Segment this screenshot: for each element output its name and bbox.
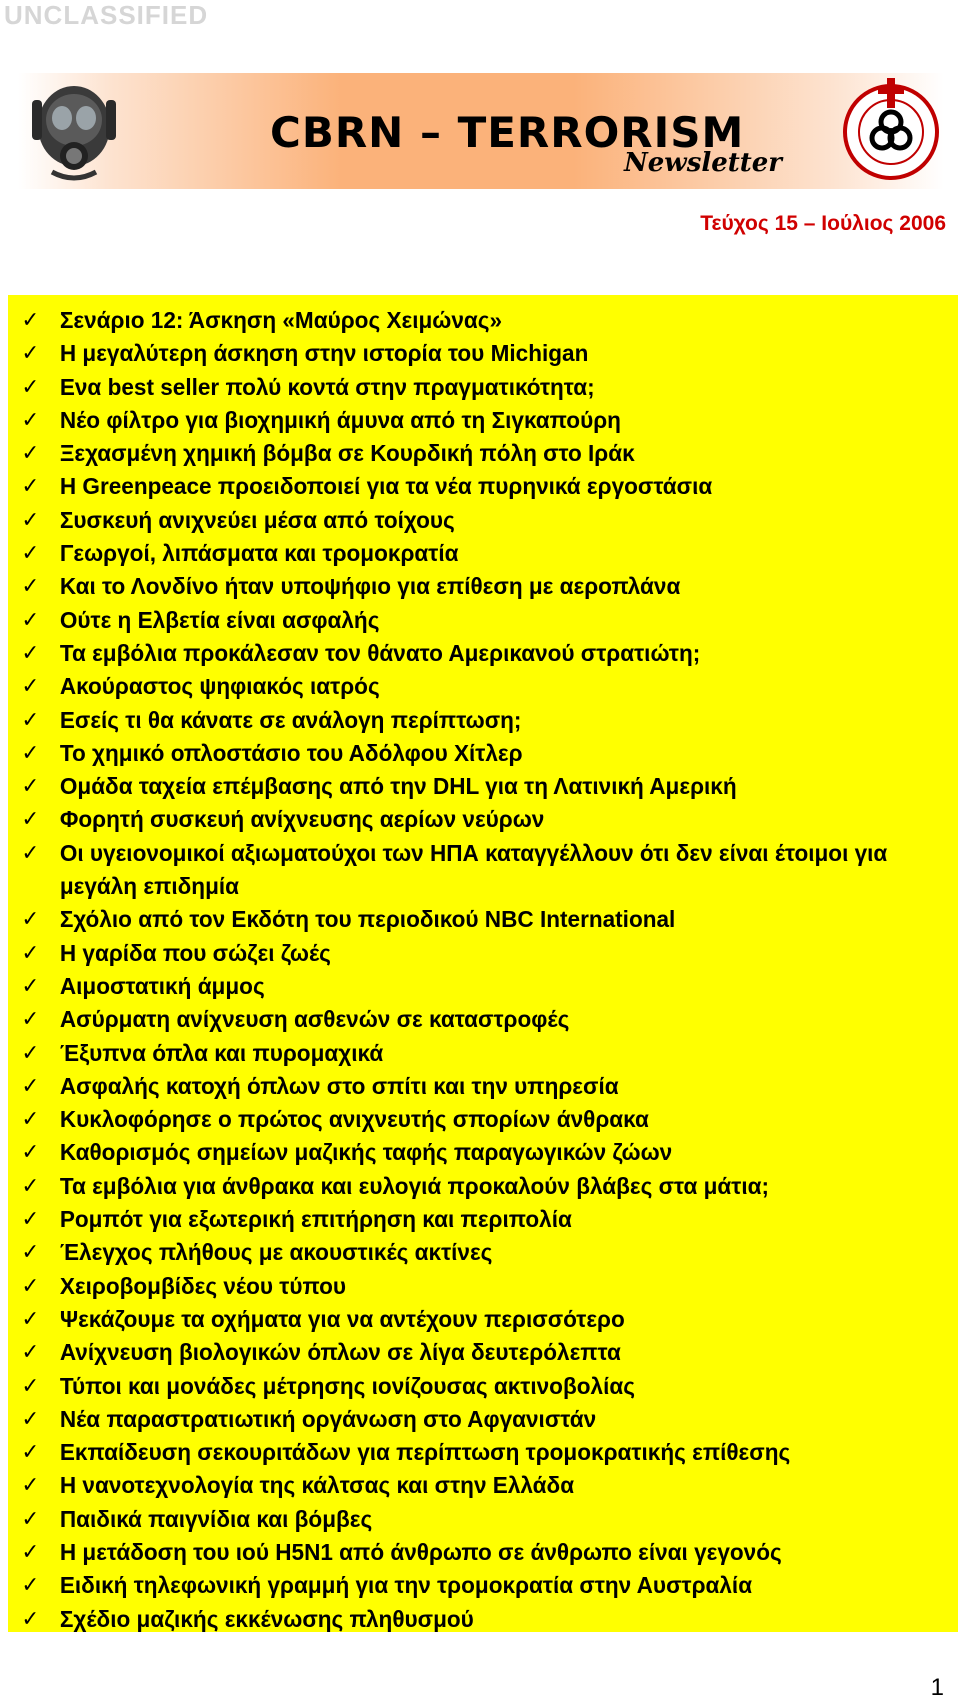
toc-item-text: Ασφαλής κατοχή όπλων στο σπίτι και την υπηρεσία [59, 1072, 619, 1099]
toc-item [8, 1436, 920, 1469]
hospital-cbrn-response-unit-logo [838, 74, 944, 190]
table-of-contents [8, 295, 958, 1632]
toc-item-text: Κυκλοφόρησε ο πρώτος ανιχνευτής σπορίων άνθρακα [59, 1106, 649, 1133]
check-icon: ✓ [21, 341, 40, 367]
toc-item-text: Ομάδα ταχεία επέμβασης από την DHL για τη Λατινική Αμερική [59, 773, 737, 800]
check-icon: ✓ [21, 640, 40, 666]
toc-item [8, 304, 920, 337]
toc-item [8, 1503, 920, 1536]
toc-item-text: Η Greenpeace προειδοποιεί για τα νέα πυρηνικά εργοστάσια [59, 473, 713, 500]
toc-item-text: Χειροβομβίδες νέου τύπου [59, 1272, 347, 1299]
check-icon: ✓ [21, 1007, 40, 1033]
toc-item [8, 1270, 920, 1303]
check-icon: ✓ [21, 1473, 40, 1499]
check-icon: ✓ [21, 507, 40, 533]
check-icon: ✓ [21, 474, 40, 500]
toc-item-text: Σχέδιο μαζικής εκκένωσης πληθυσμού [59, 1605, 474, 1632]
toc-item-text: Η μεγαλύτερη άσκηση στην ιστορία του Michigan [59, 340, 589, 367]
toc-item [8, 1336, 920, 1369]
check-icon: ✓ [21, 441, 40, 467]
toc-item [8, 1536, 920, 1569]
toc-item-text: Η νανοτεχνολογία της κάλτσας και στην Ελλάδα [59, 1472, 575, 1499]
toc-item [8, 803, 920, 836]
toc-item [8, 537, 920, 570]
toc-item-text: Η μετάδοση του ιού H5N1 από άνθρωπο σε άνθρωπο είναι γεγονός [59, 1538, 782, 1565]
check-icon: ✓ [21, 1140, 40, 1166]
toc-item [8, 1603, 920, 1636]
toc-item-text: Και το Λονδίνο ήταν υποψήφιο για επίθεση με αεροπλάνα [59, 573, 681, 600]
toc-item [8, 371, 920, 404]
page-number: 1 [930, 1674, 944, 1701]
toc-item [8, 937, 920, 970]
toc-item-text: Η γαρίδα που σώζει ζωές [59, 939, 331, 966]
toc-item [8, 1236, 920, 1269]
toc-item [8, 1303, 920, 1336]
check-icon: ✓ [21, 807, 40, 833]
check-icon: ✓ [21, 1073, 40, 1099]
check-icon: ✓ [21, 1207, 40, 1233]
check-icon: ✓ [21, 840, 40, 866]
toc-item [8, 604, 920, 637]
toc-item-text: Σενάριο 12: Άσκηση «Μαύρος Χειμώνας» [59, 307, 503, 333]
check-icon: ✓ [21, 940, 40, 966]
toc-item [8, 637, 920, 670]
toc-item-text: Αιμοστατική άμμος [59, 972, 265, 999]
toc-item-text: Ανίχνευση βιολογικών όπλων σε λίγα δευτερόλεπτα [59, 1339, 621, 1366]
newsletter-subtitle: Newsletter [624, 148, 783, 178]
toc-item [8, 670, 920, 703]
check-icon: ✓ [21, 1240, 40, 1266]
check-icon: ✓ [21, 1440, 40, 1466]
toc-item [8, 837, 920, 904]
toc-item [8, 1103, 920, 1136]
toc-item-text: Τύποι και μονάδες μέτρησης ιονίζουσας ακτινοβολίας [59, 1372, 635, 1399]
toc-item [8, 570, 920, 603]
toc-item [8, 404, 920, 437]
check-icon: ✓ [21, 1173, 40, 1199]
toc-item-text: Συσκευή ανιχνεύει μέσα από τοίχους [59, 506, 455, 533]
check-icon: ✓ [21, 1406, 40, 1432]
toc-item-text: Ακούραστος ψηφιακός ιατρός [59, 673, 380, 700]
toc-item-text: Έλεγχος πλήθους με ακουστικές ακτίνες [59, 1239, 493, 1266]
toc-item [8, 903, 920, 936]
toc-list [8, 304, 958, 1636]
toc-item [8, 1003, 920, 1036]
toc-item-text: Ψεκάζουμε τα οχήματα για να αντέχουν περισσότερο [59, 1305, 625, 1332]
toc-item [8, 1203, 920, 1236]
toc-item-text: Το χημικό οπλοστάσιο του Αδόλφου Χίτλερ [59, 739, 523, 766]
toc-item [8, 1370, 920, 1403]
check-icon: ✓ [21, 1539, 40, 1565]
check-icon: ✓ [21, 774, 40, 800]
check-icon: ✓ [21, 1340, 40, 1366]
toc-item [8, 1070, 920, 1103]
newsletter-title: CBRN – TERRORISM [270, 108, 745, 157]
check-icon: ✓ [21, 407, 40, 433]
check-icon: ✓ [21, 674, 40, 700]
toc-item-text: Ούτε η Ελβετία είναι ασφαλής [59, 606, 380, 633]
check-icon: ✓ [21, 707, 40, 733]
toc-item [8, 1569, 920, 1602]
toc-item-text: Καθορισμός σημείων μαζικής ταφής παραγωγικών ζώων [59, 1139, 673, 1166]
toc-item [8, 1037, 920, 1070]
toc-item [8, 1170, 920, 1203]
toc-item-text: Οι υγειονομικοί αξιωματούχοι των ΗΠΑ καταγγέλλουν ότι δεν είναι έτοιμοι για μεγάλη επιδημία [59, 839, 888, 900]
check-icon: ✓ [21, 574, 40, 600]
toc-item-text: Ξεχασμένη χημική βόμβα σε Κουρδική πόλη στο Ιράκ [59, 440, 635, 467]
toc-item [8, 737, 920, 770]
toc-item [8, 1136, 920, 1169]
toc-item-text: Φορητή συσκευή ανίχνευσης αερίων νεύρων [59, 806, 545, 833]
toc-item-text: Παιδικά παιγνίδια και βόμβες [59, 1505, 373, 1532]
issue-date: Τεύχος 15 – Ιούλιος 2006 [700, 212, 946, 235]
toc-item-text: Ειδική τηλεφωνική γραμμή για την τρομοκρατία στην Αυστραλία [59, 1572, 753, 1599]
toc-item [8, 437, 920, 470]
toc-item [8, 337, 920, 370]
toc-item [8, 970, 920, 1003]
toc-item-text: Νέο φίλτρο για βιοχημική άμυνα από τη Σιγκαπούρη [59, 406, 621, 433]
toc-item-text: Εκπαίδευση σεκουριτάδων για περίπτωση τρομοκρατικής επίθεσης [59, 1439, 791, 1466]
toc-item [8, 504, 920, 537]
check-icon: ✓ [21, 973, 40, 999]
toc-item [8, 470, 920, 503]
check-icon: ✓ [21, 1606, 40, 1632]
classification-marking: UNCLASSIFIED [4, 0, 209, 30]
check-icon: ✓ [21, 1506, 40, 1532]
check-icon: ✓ [21, 374, 40, 400]
check-icon: ✓ [21, 1273, 40, 1299]
toc-item-text: Ασύρματη ανίχνευση ασθενών σε καταστροφές [59, 1006, 570, 1033]
toc-item-text: Ρομπότ για εξωτερική επιτήρηση και περιπολία [59, 1206, 572, 1233]
check-icon: ✓ [21, 1306, 40, 1332]
check-icon: ✓ [21, 1107, 40, 1133]
check-icon: ✓ [21, 308, 40, 333]
toc-item-text: Σχόλιο από τον Εκδότη του περιοδικού NBC International [59, 906, 676, 933]
check-icon: ✓ [21, 1040, 40, 1066]
toc-item [8, 1469, 920, 1502]
check-icon: ✓ [21, 541, 40, 567]
toc-item [8, 704, 920, 737]
check-icon: ✓ [21, 1573, 40, 1599]
check-icon: ✓ [21, 907, 40, 933]
toc-item-text: Γεωργοί, λιπάσματα και τρομοκρατία [59, 540, 459, 567]
check-icon: ✓ [21, 607, 40, 633]
toc-item-text: Ενα best seller πολύ κοντά στην πραγματικότητα; [59, 373, 595, 400]
toc-item [8, 1403, 920, 1436]
toc-item-text: Έξυπνα όπλα και πυρομαχικά [59, 1039, 384, 1066]
toc-item-text: Τα εμβόλια για άνθρακα και ευλογιά προκαλούν βλάβες στα μάτια; [59, 1172, 770, 1199]
check-icon: ✓ [21, 1373, 40, 1399]
toc-item-text: Τα εμβόλια προκάλεσαν τον θάνατο Αμερικανού στρατιώτη; [59, 639, 701, 666]
toc-item-text: Νέα παραστρατιωτική οργάνωση στο Αφγανιστάν [59, 1405, 597, 1432]
toc-item [8, 770, 920, 803]
gas-mask-icon [22, 80, 122, 186]
toc-item-text: Εσείς τι θα κάνατε σε ανάλογη περίπτωση; [59, 706, 522, 733]
check-icon: ✓ [21, 740, 40, 766]
